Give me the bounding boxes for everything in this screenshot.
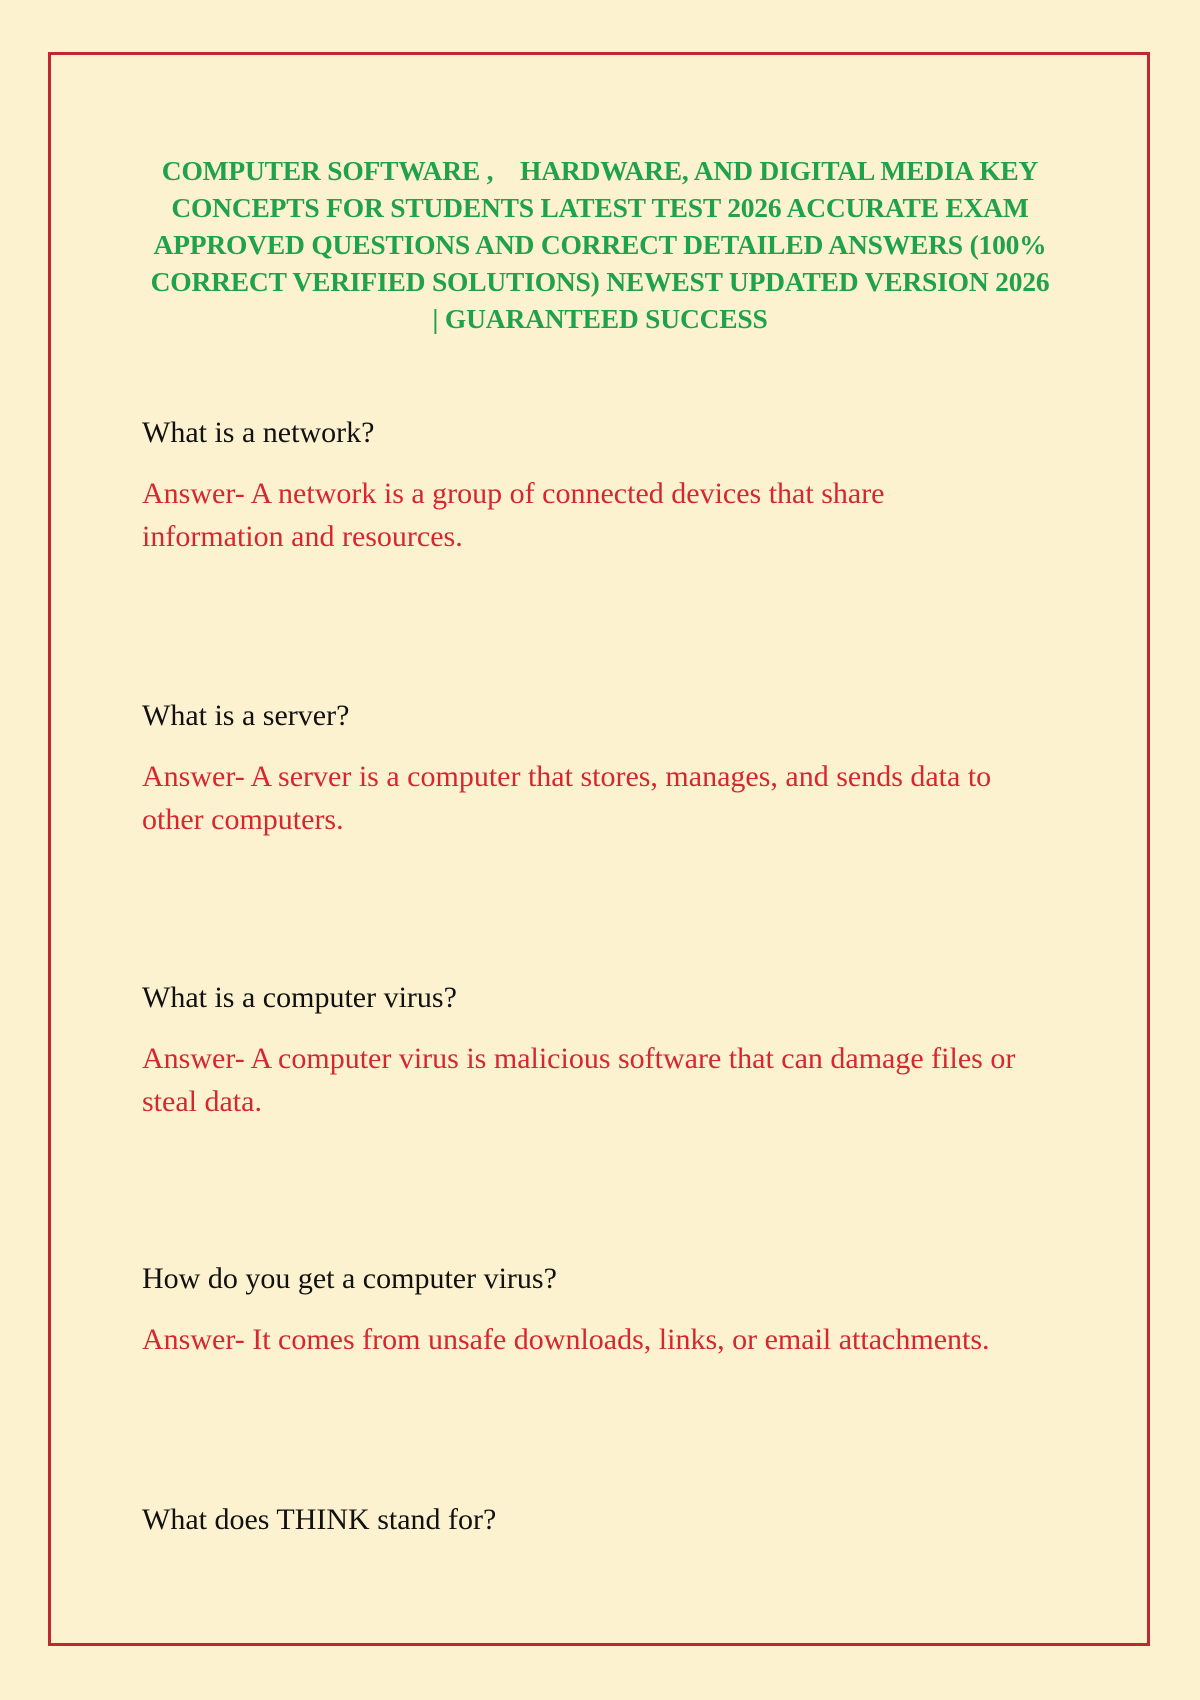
answer-line: information and resources. bbox=[142, 520, 463, 553]
title-line: | GUARANTEED SUCCESS bbox=[432, 303, 768, 334]
answer bbox=[142, 755, 1082, 841]
title-line: APPROVED QUESTIONS AND CORRECT DETAILED ANSWERS (100% bbox=[153, 229, 1047, 260]
qa-block-computer-virus bbox=[142, 978, 1082, 1123]
question: What does THINK stand for? bbox=[142, 1503, 497, 1536]
answer-line: Answer- A network is a group of connected devices that share bbox=[142, 477, 885, 510]
answer-line: Answer- It comes from unsafe downloads, links, or email attachments. bbox=[142, 1323, 990, 1356]
title-line: CONCEPTS FOR STUDENTS LATEST TEST 2026 ACCURATE EXAM bbox=[171, 192, 1029, 223]
answer bbox=[142, 1037, 1082, 1123]
answer-line: Answer- A computer virus is malicious software that can damage files or bbox=[142, 1042, 1016, 1075]
question: What is a server? bbox=[142, 699, 350, 732]
answer-line: other computers. bbox=[142, 803, 344, 836]
qa-block-network bbox=[142, 413, 1082, 558]
answer-line: Answer- A server is a computer that stores, manages, and sends data to bbox=[142, 760, 992, 793]
title-line: COMPUTER SOFTWARE , HARDWARE, AND DIGITAL MEDIA KEY bbox=[161, 155, 1039, 186]
question: What is a network? bbox=[142, 416, 375, 449]
answer bbox=[142, 472, 1082, 558]
qa-block-get-virus bbox=[142, 1259, 1082, 1361]
qa-block-think bbox=[142, 1500, 1082, 1540]
title-line: CORRECT VERIFIED SOLUTIONS) NEWEST UPDATED VERSION 2026 bbox=[150, 266, 1050, 297]
document-title bbox=[140, 152, 1060, 337]
answer-line: steal data. bbox=[142, 1085, 262, 1118]
question: What is a computer virus? bbox=[142, 981, 457, 1014]
question: How do you get a computer virus? bbox=[142, 1262, 557, 1295]
answer bbox=[142, 1318, 1082, 1361]
qa-block-server bbox=[142, 696, 1082, 841]
